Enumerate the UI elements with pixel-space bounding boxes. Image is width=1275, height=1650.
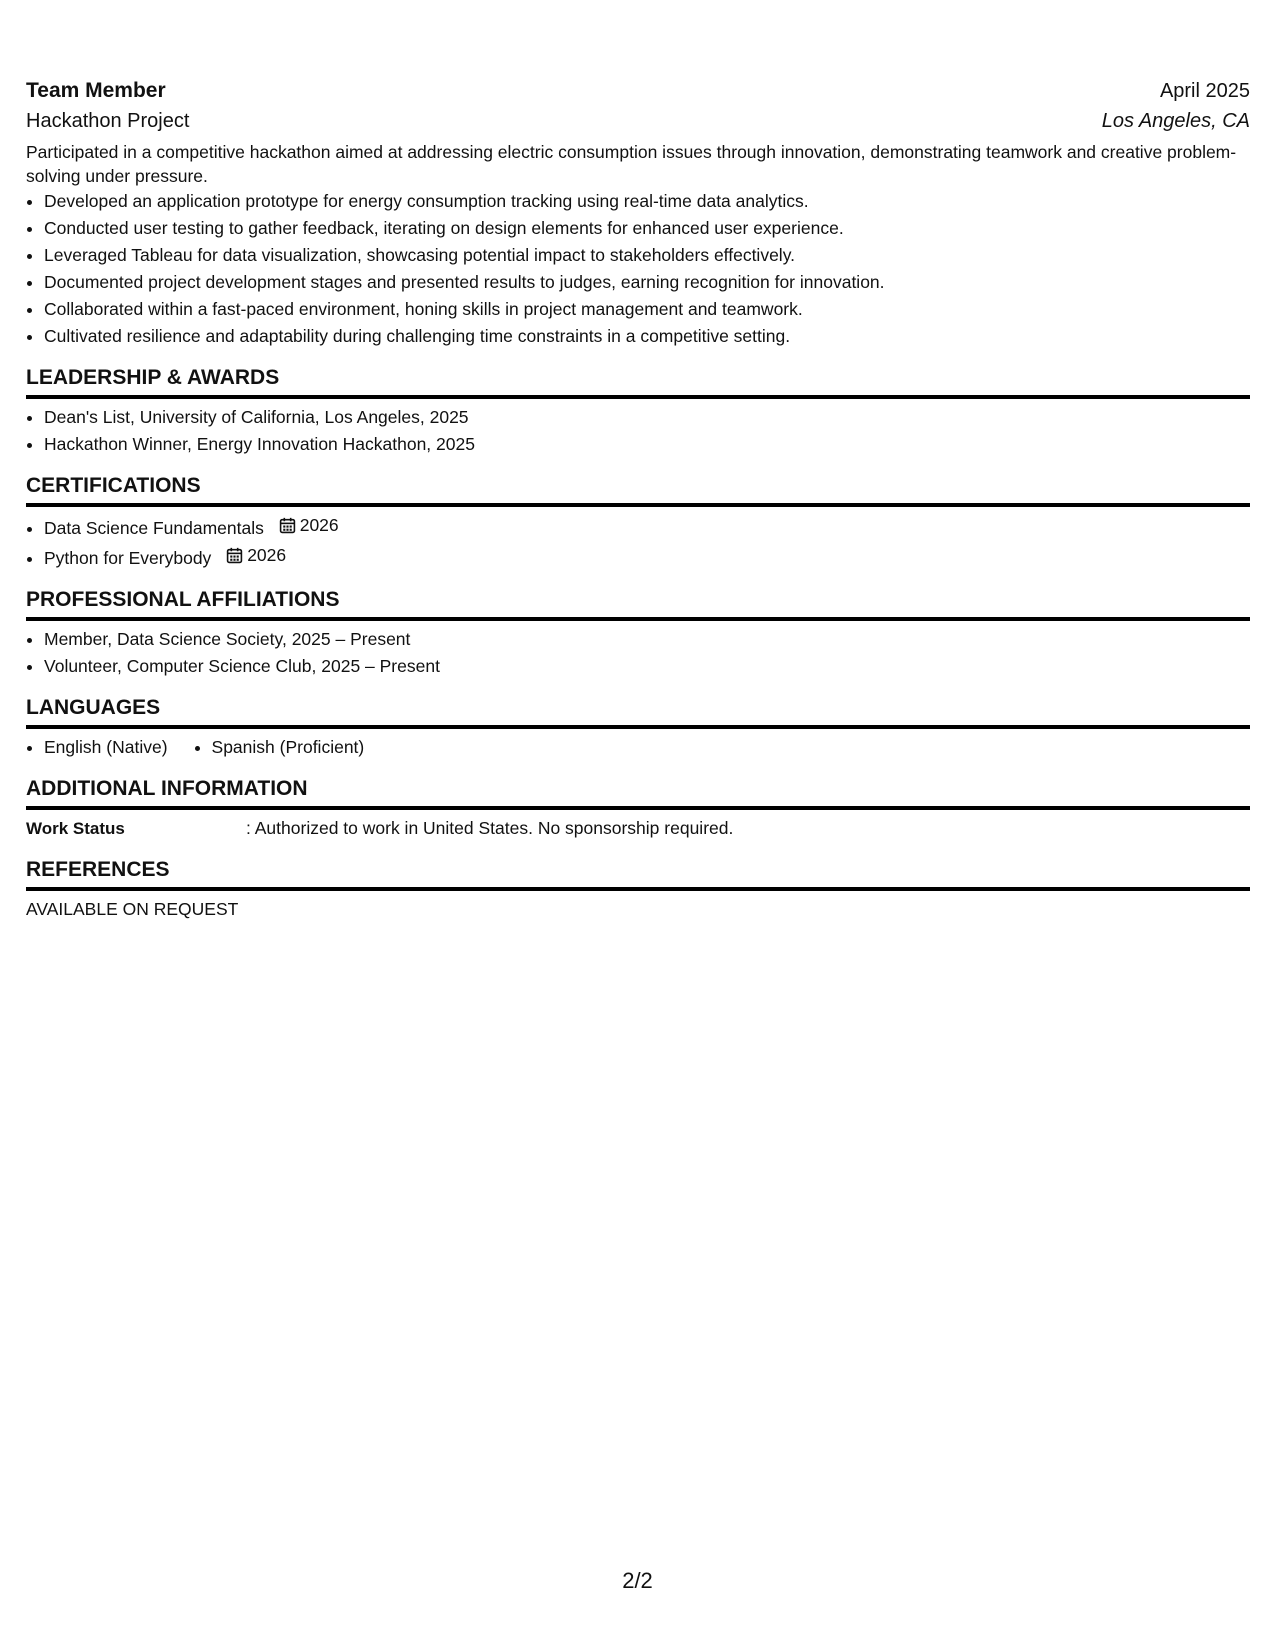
list-item: • Spanish (Proficient) bbox=[212, 734, 365, 761]
calendar-icon bbox=[279, 517, 296, 534]
list-item: • Hackathon Winner, Energy Innovation Hackathon, 2025 bbox=[44, 431, 1250, 458]
entry-summary: Participated in a competitive hackathon aimed at addressing electric consumption issues through innovation, demonstrating teamwork and creative problem-solving under pressure. bbox=[26, 142, 1237, 186]
list-item: • Conducted user testing to gather feedback, iterating on design elements for enhanced user experience. bbox=[44, 215, 1250, 242]
certifications-list bbox=[26, 512, 1250, 572]
role-title: Team Member bbox=[26, 79, 166, 102]
list-item: • Cultivated resilience and adaptability during challenging time constraints in a competitive setting. bbox=[44, 323, 1250, 350]
section-heading: ADDITIONAL INFORMATION bbox=[26, 774, 1250, 810]
section-heading: REFERENCES bbox=[26, 855, 1250, 891]
certification-name: Data Science Fundamentals bbox=[44, 518, 264, 538]
list-item: • Documented project development stages and presented results to judges, earning recognition for innovation. bbox=[44, 269, 1250, 296]
certifications-section bbox=[26, 471, 1250, 572]
references-section bbox=[26, 855, 1250, 923]
work-status-row bbox=[26, 815, 1250, 842]
list-item: • Developed an application prototype for energy consumption tracking using real-time data analytics. bbox=[44, 188, 1250, 215]
certification-year: 2026 bbox=[299, 515, 339, 535]
additional-info-section bbox=[26, 774, 1250, 842]
list-item: • English (Native) bbox=[44, 734, 168, 761]
resume-page-content bbox=[26, 76, 1250, 923]
affiliations-list bbox=[26, 626, 1250, 680]
certification-name: Python for Everybody bbox=[44, 548, 212, 568]
affiliations-section bbox=[26, 585, 1250, 680]
entry-date: April 2025 bbox=[1159, 80, 1250, 102]
list-item: • Volunteer, Computer Science Club, 2025 – Present bbox=[44, 653, 1250, 680]
certification-date bbox=[279, 512, 339, 539]
languages-list bbox=[26, 734, 1250, 761]
leadership-list bbox=[26, 404, 1250, 458]
section-heading: LEADERSHIP & AWARDS bbox=[26, 363, 1250, 399]
leadership-section bbox=[26, 363, 1250, 458]
section-heading: PROFESSIONAL AFFILIATIONS bbox=[26, 585, 1250, 621]
section-heading: LANGUAGES bbox=[26, 693, 1250, 729]
references-text: AVAILABLE ON REQUEST bbox=[26, 899, 239, 919]
languages-section bbox=[26, 693, 1250, 761]
section-heading: CERTIFICATIONS bbox=[26, 471, 1250, 507]
calendar-icon bbox=[226, 547, 243, 564]
list-item bbox=[44, 542, 1250, 572]
info-value: : Authorized to work in United States. No sponsorship required. bbox=[246, 818, 734, 838]
entry-subheader bbox=[26, 106, 1250, 136]
list-item bbox=[44, 512, 1250, 542]
entry-bullet-list bbox=[26, 188, 1250, 350]
page-number: 2/2 bbox=[622, 1568, 653, 1593]
list-item: • Member, Data Science Society, 2025 – Present bbox=[44, 626, 1250, 653]
entry-header bbox=[26, 76, 1250, 106]
organization-name: Hackathon Project bbox=[26, 110, 190, 132]
list-item: • Leveraged Tableau for data visualization, showcasing potential impact to stakeholders effectively. bbox=[44, 242, 1250, 269]
entry-location: Los Angeles, CA bbox=[1101, 110, 1250, 132]
certification-date bbox=[226, 542, 286, 569]
certification-year: 2026 bbox=[247, 545, 287, 565]
list-item: • Collaborated within a fast-paced environment, honing skills in project management and teamwork. bbox=[44, 296, 1250, 323]
experience-entry bbox=[26, 76, 1250, 350]
info-label: Work Status bbox=[26, 819, 125, 838]
list-item: • Dean's List, University of California, Los Angeles, 2025 bbox=[44, 404, 1250, 431]
